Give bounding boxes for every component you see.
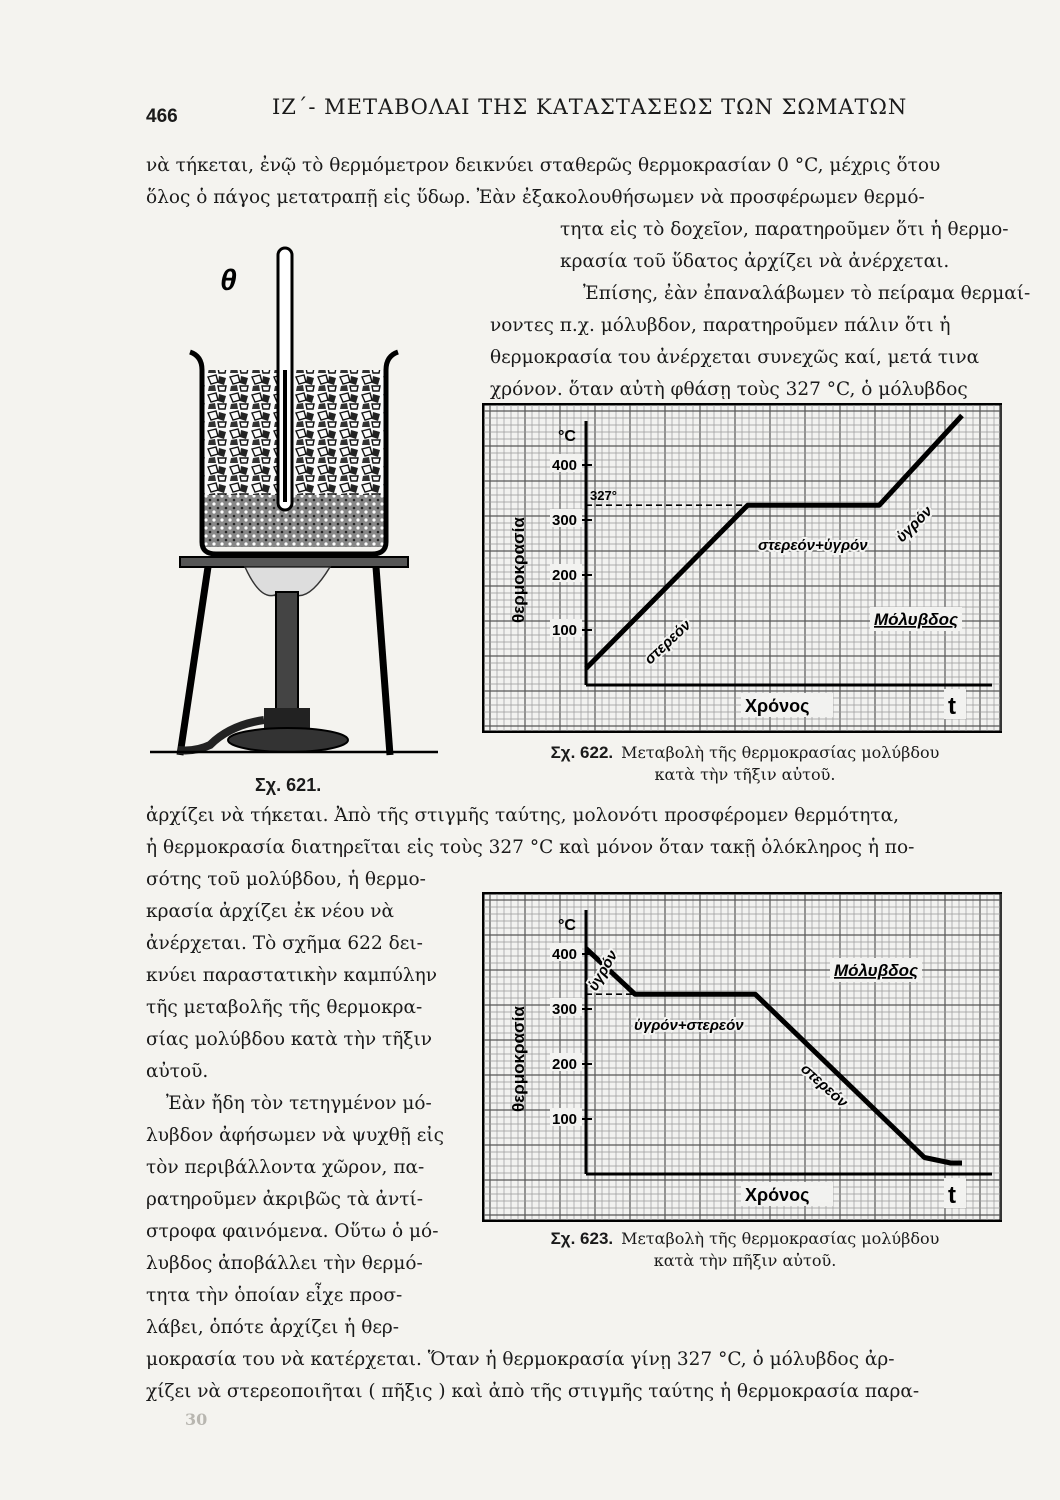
fig623-caption-line1 (500, 1228, 990, 1250)
y-tick-label: 200 (552, 567, 578, 584)
y-tick-label: 300 (552, 1001, 578, 1018)
fig623-caption (500, 1228, 990, 1272)
burner (276, 592, 298, 712)
curve-annotation: στερεόν+ὑγρόν (758, 537, 868, 554)
fig622-chart (482, 403, 1002, 733)
text-line: χίζει νὰ στερεοποιῆται ( πῆξις ) καὶ ἀπὸ τῆς στιγμῆς ταύτης ἡ θερμοκρασία παρα- (146, 1381, 920, 1402)
running-header: ΙΖ΄- ΜΕΤΑΒΟΛΑΙ ΤΗΣ ΚΑΤΑΣΤΑΣΕΩΣ ΤΩΝ ΣΩΜΑΤΩΝ (272, 95, 908, 119)
y-tick-label: 300 (552, 512, 578, 529)
fig623-caption-text: Μεταβολὴ τῆς θερμοκρασίας μολύβδου (621, 1229, 940, 1248)
y-tick-label: 400 (552, 457, 578, 474)
x-axis-title: Χρόνος (745, 1185, 810, 1205)
heating-plate (180, 557, 408, 567)
y-axis-title: θερμοκρασία (509, 517, 528, 623)
text-line: στροφα φαινόμενα. Οὕτω ὁ μό- (146, 1221, 439, 1242)
reference-label: 327° (590, 488, 617, 504)
y-tick-label: 100 (552, 1111, 578, 1128)
text-line: ὅλος ὁ πάγος μετατραπῇ εἰς ὕδωρ. Ἐὰν ἐξακολουθήσωμεν νὰ προσφέρωμεν θερμό- (146, 187, 925, 208)
fig622-caption-line2: κατὰ τὴν τῆξιν αὐτοῦ. (654, 765, 836, 784)
fig622-caption-text: Μεταβολὴ τῆς θερμοκρασίας μολύβδου (621, 743, 940, 762)
fig622-caption-num: Σχ. 622. (550, 743, 614, 762)
text-line: Ἐὰν ἤδη τὸν τετηγμένον μό- (166, 1093, 432, 1114)
curve-annotation: ὑγρόν (892, 502, 936, 546)
curve-annotation: ὑγρόν (584, 947, 622, 994)
text-line: ρατηροῦμεν ἀκριβῶς τὰ ἀντί- (146, 1189, 423, 1210)
text-line: ἀρχίζει νὰ τήκεται. Ἀπὸ τῆς στιγμῆς ταύτης, μολονότι προσφέρομεν θερμότητα, (146, 805, 899, 826)
text-line: κνύει παραστατικὴν καμπύλην (146, 965, 437, 986)
text-line: ἀνέρχεται. Τὸ σχῆμα 622 δει- (146, 933, 423, 954)
fig622-caption-line1 (500, 742, 990, 764)
melted-water (204, 495, 384, 547)
fig623-chart (482, 892, 1002, 1222)
fig623-caption-line2: κατὰ τὴν πῆξιν αὐτοῦ. (653, 1251, 837, 1270)
fig622-caption (500, 742, 990, 786)
fig621-apparatus (140, 230, 440, 790)
y-tick-label: 200 (552, 1056, 578, 1073)
text-line: τῆς μεταβολῆς τῆς θερμοκρα- (146, 997, 423, 1018)
text-line: λυβδον ἀφήσωμεν νὰ ψυχθῇ εἰς (146, 1125, 444, 1146)
x-axis-symbol: t (948, 693, 956, 720)
text-line: τητα εἰς τὸ δοχεῖον, παρατηροῦμεν ὅτι ἡ θερμο- (560, 219, 1009, 240)
legend-label: Μόλυβδος (834, 961, 919, 980)
text-line: κρασία τοῦ ὕδατος ἀρχίζει νὰ ἀνέρχεται. (560, 251, 950, 272)
ice-cubes (204, 370, 384, 495)
x-axis-title: Χρόνος (745, 696, 810, 716)
curve-annotation: ὑγρόν+στερεόν (634, 1017, 744, 1034)
y-unit-label: °C (558, 917, 576, 934)
signature-mark: 30 (185, 1410, 208, 1429)
y-axis-title: θερμοκρασία (509, 1006, 528, 1112)
text-line: μοκρασία του νὰ κατέρχεται. Ὅταν ἡ θερμοκρασία γίνῃ 327 °C, ὁ μόλυβδος ἀρ- (146, 1349, 895, 1370)
text-line: λυβδος ἀποβάλλει τὴν θερμό- (146, 1253, 423, 1274)
text-line: νοντες π.χ. μόλυβδον, παρατηροῦμεν πάλιν ὅτι ἡ (490, 315, 951, 336)
text-line: χρόνον. ὅταν αὐτὴ φθάσῃ τοὺς 327 °C, ὁ μόλυβδος (490, 379, 968, 400)
fig623-caption-num: Σχ. 623. (550, 1229, 614, 1248)
text-line: νὰ τήκεται, ἐνῷ τὸ θερμόμετρον δεικνύει σταθερῶς θερμοκρασίαν 0 °C, μέχρις ὅτου (146, 155, 941, 176)
theta-label: θ (220, 264, 237, 297)
text-line: τητα τὴν ὁποίαν εἶχε προσ- (146, 1285, 403, 1306)
text-line: λάβει, ὁπότε ἀρχίζει ἡ θερ- (146, 1317, 400, 1338)
text-line: Ἐπίσης, ἐὰν ἐπαναλάβωμεν τὸ πείραμα θερμαί- (583, 283, 1031, 304)
text-line: αὐτοῦ. (146, 1061, 209, 1082)
text-line: σίας μολύβδου κατὰ τὴν τῆξιν (146, 1029, 432, 1050)
page-number: 466 (146, 106, 178, 127)
text-line: κρασία ἀρχίζει ἐκ νέου νὰ (146, 901, 394, 922)
legend-label: Μόλυβδος (874, 610, 959, 629)
x-axis-symbol: t (948, 1182, 956, 1209)
tripod-leg (376, 567, 390, 755)
text-line: ἡ θερμοκρασία διατηρεῖται εἰς τοὺς 327 °C καὶ μόνον ὅταν τακῇ ὁλόκληρος ἡ πο- (146, 837, 915, 858)
text-line: τὸν περιβάλλοντα χῶρον, πα- (146, 1157, 425, 1178)
y-unit-label: °C (558, 428, 576, 445)
curve-annotation: στερεόν (641, 616, 695, 668)
text-line: θερμοκρασία του ἀνέρχεται συνεχῶς καί, μετά τινα (490, 347, 980, 368)
burner-base (264, 708, 310, 730)
y-tick-label: 100 (552, 622, 578, 639)
y-tick-label: 400 (552, 946, 578, 963)
curve-annotation: στερεόν (797, 1060, 852, 1112)
text-line: σότης τοῦ μολύβδου, ἡ θερμο- (146, 869, 426, 890)
fig621-caption: Σχ. 621. (255, 775, 322, 795)
tripod-leg (180, 567, 208, 755)
